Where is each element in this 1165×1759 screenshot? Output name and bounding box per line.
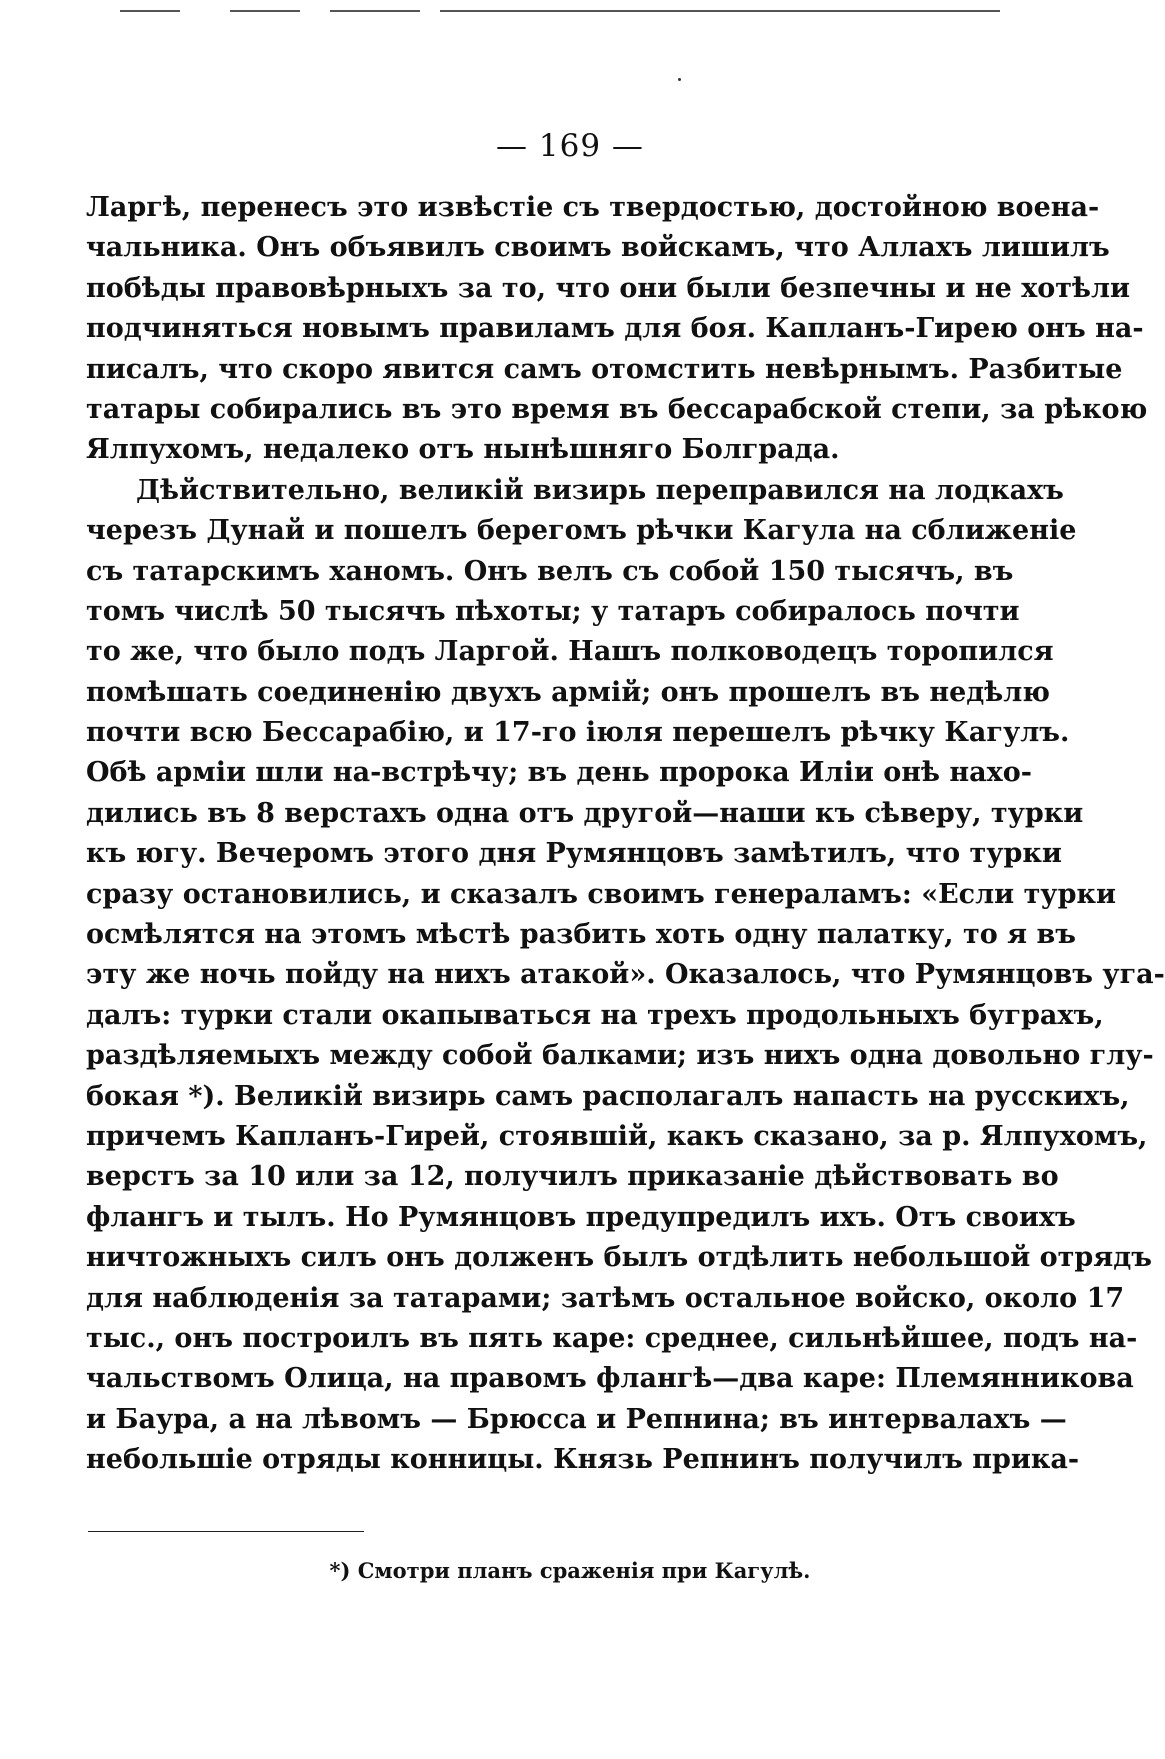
text-line: раздѣляемыхъ между собой балками; изъ нихъ одна довольно глу- — [86, 1040, 1154, 1072]
page-number: — 169 — — [496, 128, 644, 164]
text-line: и Баура, а на лѣвомъ — Брюсса и Репнина; въ интервалахъ — — [86, 1403, 1067, 1435]
scan-speck — [678, 78, 681, 81]
text-line: эту же ночь пойду на нихъ атакой». Оказалось, что Румянцовъ уга- — [86, 959, 1165, 991]
text-line: Ларгѣ, перенесъ это извѣстіе съ твердостью, достойною воена- — [86, 192, 1100, 223]
paragraph-2 — [86, 471, 1165, 1481]
text-line: небольшіе отряды конницы. Князь Репнинъ получилъ прика- — [86, 1444, 1080, 1476]
text-line: Обѣ арміи шли на-встрѣчу; въ день пророка Иліи онѣ нахо- — [86, 757, 1032, 789]
text-line: тыс., онъ построилъ въ пять каре: среднее, сильнѣйшее, подъ на- — [86, 1322, 1138, 1354]
scan-edge-mark — [120, 10, 180, 12]
text-line: то же, что было подъ Ларгой. Нашъ полководецъ торопился — [86, 636, 1054, 668]
scan-edge-mark — [230, 10, 300, 12]
text-line: бокая *). Великій визирь самъ располагалъ напасть на русскихъ, — [86, 1080, 1130, 1112]
text-line: причемъ Капланъ-Гирей, стоявшій, какъ сказано, за р. Ялпухомъ, — [86, 1120, 1148, 1152]
text-line: Дѣйствительно, великій визирь переправился на лодкахъ — [136, 474, 1064, 506]
text-line: сразу остановились, и сказалъ своимъ генераламъ: «Если турки — [86, 878, 1116, 910]
body-text — [86, 188, 1165, 1481]
paragraph-1 — [86, 188, 1148, 471]
text-line: чальствомъ Олица, на правомъ флангѣ—два каре: Племянникова — [86, 1363, 1134, 1395]
text-line: почти всю Бессарабію, и 17-го іюля перешелъ рѣчку Кагулъ. — [86, 717, 1070, 749]
text-line: флангъ и тылъ. Но Румянцовъ предупредилъ ихъ. Отъ своихъ — [86, 1201, 1076, 1233]
text-line: осмѣлятся на этомъ мѣстѣ разбить хоть одну палатку, то я въ — [86, 919, 1076, 951]
footnote: *) Смотри планъ сраженія при Кагулѣ. — [329, 1558, 811, 1583]
text-line: подчиняться новымъ правиламъ для боя. Капланъ-Гирею онъ на- — [86, 313, 1144, 345]
text-line: томъ числѣ 50 тысячъ пѣхоты; у татаръ собиралось почти — [86, 595, 1020, 627]
text-line: дились въ 8 верстахъ одна отъ другой—наши къ сѣверу, турки — [86, 797, 1084, 829]
text-line: съ татарскимъ ханомъ. Онъ велъ съ собой 150 тысячъ, въ — [86, 555, 1014, 587]
text-line: чальника. Онъ объявилъ своимъ войскамъ, что Аллахъ лишилъ — [86, 232, 1110, 264]
text-line: помѣшать соединенію двухъ армій; онъ прошелъ въ недѣлю — [86, 676, 1050, 708]
text-line: къ югу. Вечеромъ этого дня Румянцовъ замѣтилъ, что турки — [86, 838, 1062, 870]
text-line: далъ: турки стали окапываться на трехъ продольныхъ буграхъ, — [86, 999, 1104, 1031]
text-line: ничтожныхъ силъ онъ долженъ былъ отдѣлить небольшой отрядъ — [86, 1242, 1152, 1274]
scan-edge-mark — [330, 10, 420, 12]
text-line: побѣды правовѣрныхъ за то, что они были безпечны и не хотѣли — [86, 272, 1131, 304]
scan-edge-mark — [440, 10, 1000, 12]
footnote-rule — [88, 1531, 364, 1532]
text-line: писалъ, что скоро явится самъ отомстить невѣрнымъ. Разбитые — [86, 353, 1123, 385]
text-line: верстъ за 10 или за 12, получилъ приказаніе дѣйствовать во — [86, 1161, 1059, 1193]
text-line: для наблюденія за татарами; затѣмъ остальное войско, около 17 — [86, 1282, 1125, 1314]
text-line: татары собирались въ это время въ бессарабской степи, за рѣкою — [86, 393, 1148, 425]
text-line: черезъ Дунай и пошелъ берегомъ рѣчки Кагула на сближеніе — [86, 515, 1077, 547]
text-line: Ялпухомъ, недалеко отъ нынѣшняго Болграда. — [86, 434, 840, 466]
